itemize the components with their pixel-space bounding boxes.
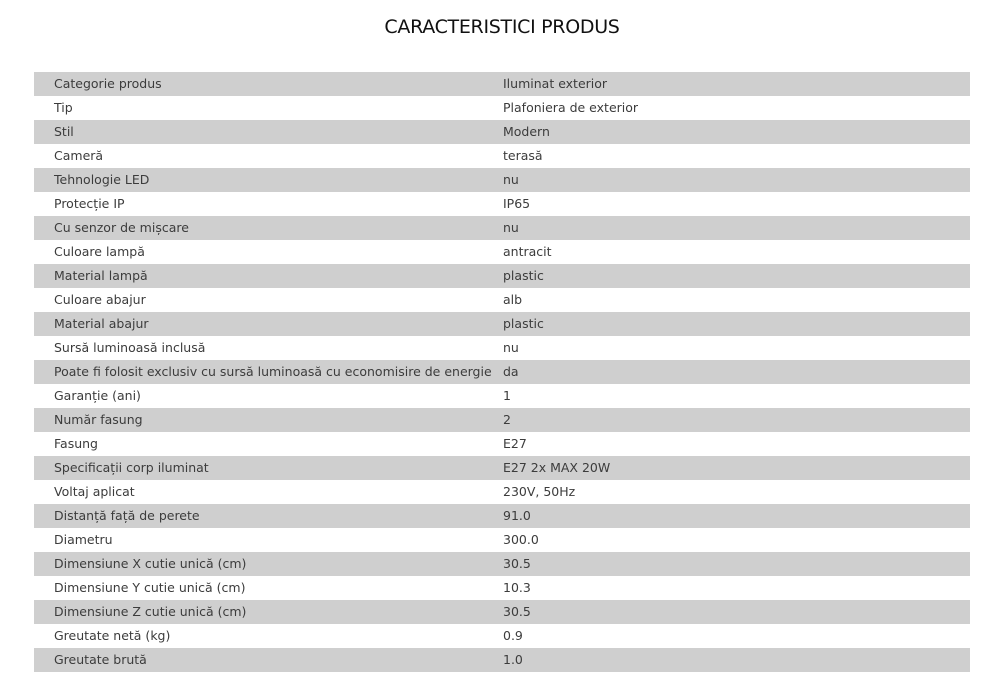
page-title: CARACTERISTICI PRODUS xyxy=(384,16,620,38)
spec-value: plastic xyxy=(503,312,970,336)
table-row xyxy=(34,120,970,144)
spec-label: Garanție (ani) xyxy=(34,384,503,408)
spec-label: Protecție IP xyxy=(34,192,503,216)
spec-label: Stil xyxy=(34,120,503,144)
table-row xyxy=(34,312,970,336)
spec-label: Specificații corp iluminat xyxy=(34,456,503,480)
spec-value: 230V, 50Hz xyxy=(503,480,970,504)
spec-value: terasă xyxy=(503,144,970,168)
spec-value: nu xyxy=(503,336,970,360)
spec-label: Dimensiune Y cutie unică (cm) xyxy=(34,576,503,600)
spec-value: 30.5 xyxy=(503,552,970,576)
spec-value: Plafoniera de exterior xyxy=(503,96,970,120)
table-row xyxy=(34,408,970,432)
spec-value: 300.0 xyxy=(503,528,970,552)
table-row xyxy=(34,456,970,480)
spec-value: 10.3 xyxy=(503,576,970,600)
spec-label: Categorie produs xyxy=(34,72,503,96)
spec-label: Poate fi folosit exclusiv cu sursă luminoasă cu economisire de energie xyxy=(34,360,503,384)
spec-value: alb xyxy=(503,288,970,312)
spec-value: 1 xyxy=(503,384,970,408)
spec-label: Dimensiune X cutie unică (cm) xyxy=(34,552,503,576)
spec-value: plastic xyxy=(503,264,970,288)
table-row xyxy=(34,648,970,672)
spec-value: da xyxy=(503,360,970,384)
spec-value: IP65 xyxy=(503,192,970,216)
spec-label: Tip xyxy=(34,96,503,120)
table-row xyxy=(34,624,970,648)
spec-value: E27 xyxy=(503,432,970,456)
spec-label: Culoare lampă xyxy=(34,240,503,264)
spec-value: 2 xyxy=(503,408,970,432)
table-row xyxy=(34,528,970,552)
table-row xyxy=(34,504,970,528)
spec-label: Material lampă xyxy=(34,264,503,288)
table-row xyxy=(34,168,970,192)
spec-label: Tehnologie LED xyxy=(34,168,503,192)
table-row xyxy=(34,216,970,240)
table-row xyxy=(34,96,970,120)
spec-label: Culoare abajur xyxy=(34,288,503,312)
spec-value: nu xyxy=(503,168,970,192)
table-row xyxy=(34,144,970,168)
table-row xyxy=(34,240,970,264)
spec-label: Cameră xyxy=(34,144,503,168)
spec-label: Greutate brută xyxy=(34,648,503,672)
table-row xyxy=(34,192,970,216)
table-row xyxy=(34,336,970,360)
spec-value: Iluminat exterior xyxy=(503,72,970,96)
spec-value: 30.5 xyxy=(503,600,970,624)
table-row xyxy=(34,360,970,384)
specs-table xyxy=(34,72,970,672)
spec-value: nu xyxy=(503,216,970,240)
table-row xyxy=(34,480,970,504)
spec-label: Dimensiune Z cutie unică (cm) xyxy=(34,600,503,624)
spec-label: Material abajur xyxy=(34,312,503,336)
table-row xyxy=(34,264,970,288)
table-row xyxy=(34,72,970,96)
table-row xyxy=(34,288,970,312)
spec-label: Voltaj aplicat xyxy=(34,480,503,504)
spec-value: 1.0 xyxy=(503,648,970,672)
spec-value: antracit xyxy=(503,240,970,264)
spec-label: Greutate netă (kg) xyxy=(34,624,503,648)
spec-label: Distanță față de perete xyxy=(34,504,503,528)
specs-table-body xyxy=(34,72,970,672)
spec-label: Diametru xyxy=(34,528,503,552)
spec-label: Fasung xyxy=(34,432,503,456)
table-row xyxy=(34,600,970,624)
table-row xyxy=(34,576,970,600)
table-row xyxy=(34,384,970,408)
spec-label: Sursă luminoasă inclusă xyxy=(34,336,503,360)
spec-value: Modern xyxy=(503,120,970,144)
spec-value: 91.0 xyxy=(503,504,970,528)
spec-value: 0.9 xyxy=(503,624,970,648)
spec-value: E27 2x MAX 20W xyxy=(503,456,970,480)
table-row xyxy=(34,432,970,456)
spec-label: Număr fasung xyxy=(34,408,503,432)
spec-label: Cu senzor de mișcare xyxy=(34,216,503,240)
table-row xyxy=(34,552,970,576)
